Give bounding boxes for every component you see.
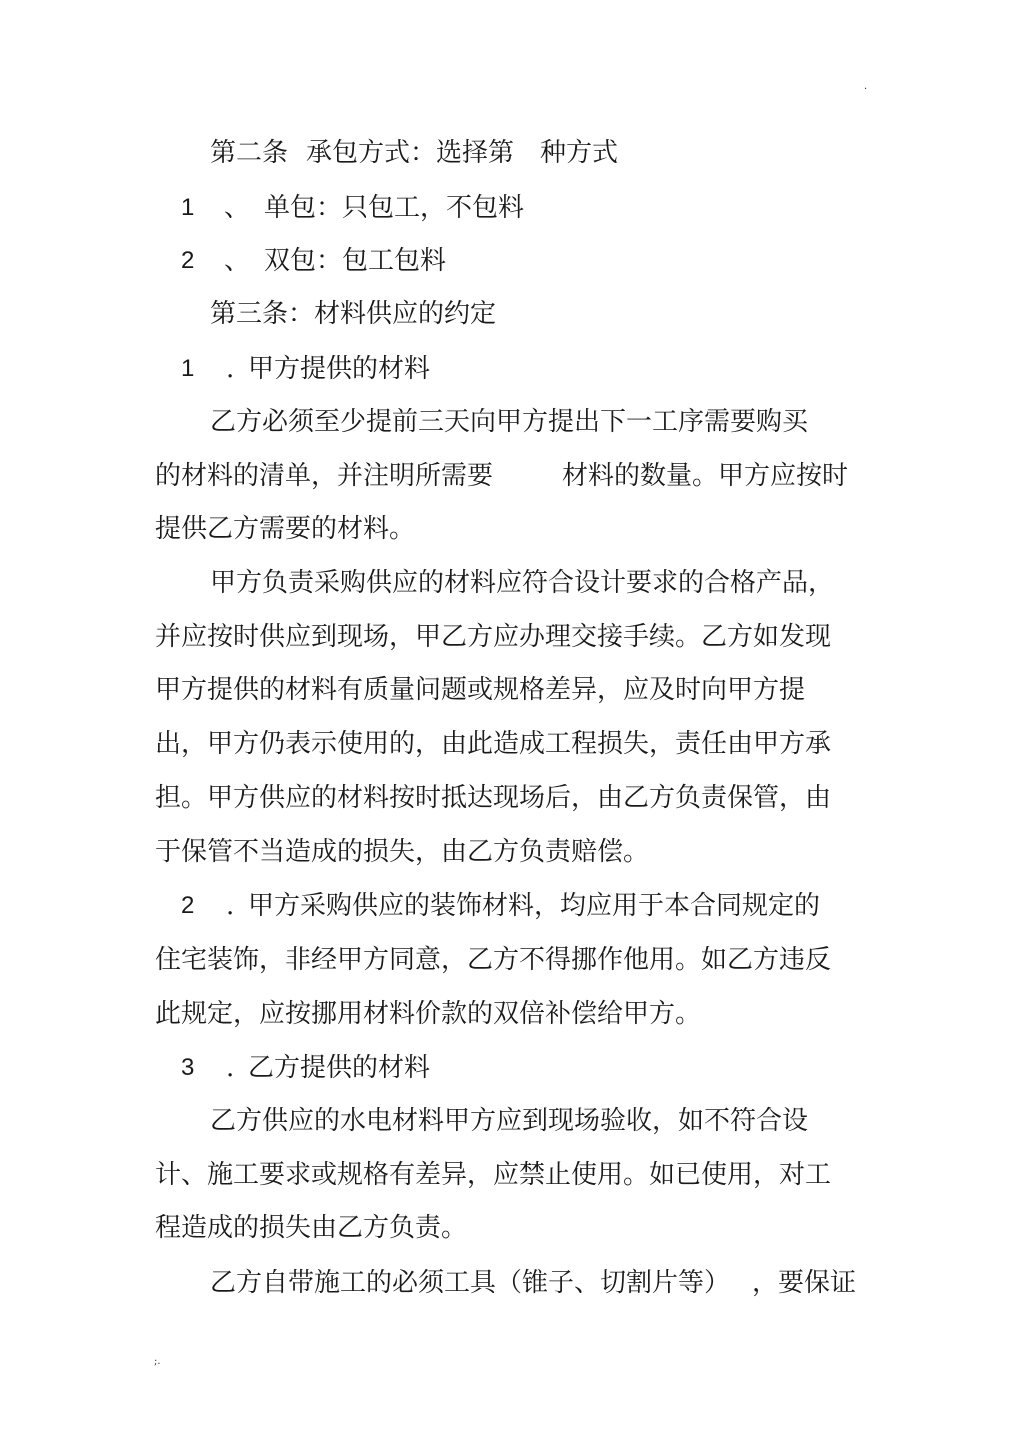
paragraph-2-line-5: 担。甲方供应的材料按时抵达现场后，由乙方负责保管，由 (155, 783, 832, 813)
paragraph-3-line-3: 程造成的损失由乙方负责。 (155, 1213, 468, 1243)
option-1-text: 单包：只包工，不包料 (264, 193, 525, 223)
article-2-suffix: 种方式 (540, 138, 619, 168)
item-1-heading: 甲方提供的材料 (248, 354, 431, 384)
paragraph-2-line-3: 甲方提供的材料有质量问题或规格差异，应及时向甲方提 (155, 675, 806, 705)
footer-mark: ;. (154, 1356, 161, 1367)
item-2-line-2: 住宅装饰，非经甲方同意，乙方不得挪作他用。如乙方违反 (155, 945, 832, 975)
paragraph-3-line-2: 计、施工要求或规格有差异，应禁止使用。如已使用，对工 (155, 1160, 832, 1190)
paragraph-4-line-1b: ，要保证 (752, 1268, 857, 1298)
paragraph-2-line-6: 于保管不当造成的损失，由乙方负责赔偿。 (155, 837, 650, 867)
item-1-separator: . (226, 354, 235, 384)
option-2-separator: 、 (224, 246, 251, 276)
option-2-text: 双包：包工包料 (264, 246, 447, 276)
paragraph-3-line-1: 乙方供应的水电材料甲方应到现场验收，如不符合设 (210, 1106, 809, 1136)
item-2-separator: . (226, 891, 235, 921)
option-2-number: 2 (181, 247, 195, 274)
item-2-line-3: 此规定，应按挪用材料价款的双倍补偿给甲方。 (155, 999, 702, 1029)
item-3-heading: 乙方提供的材料 (248, 1053, 431, 1083)
paragraph-1-line-3: 提供乙方需要的材料。 (155, 514, 416, 544)
article-2-title: 承包方式：选择第 (306, 138, 515, 168)
item-3-number: 3 (181, 1054, 195, 1081)
option-1-separator: 、 (224, 193, 251, 223)
item-2-line-1: 甲方采购供应的装饰材料，均应用于本合同规定的 (248, 891, 821, 921)
item-1-number: 1 (181, 355, 195, 382)
paragraph-2-line-1: 甲方负责采购供应的材料应符合设计要求的合格产品， (210, 568, 835, 598)
paragraph-4-line-1a: 乙方自带施工的必须工具（锥子、切割片等） (210, 1268, 731, 1298)
paragraph-1-line-1: 乙方必须至少提前三天向甲方提出下一工序需要购买 (210, 407, 809, 437)
option-1-number: 1 (181, 194, 195, 221)
article-3-title: 第三条：材料供应的约定 (210, 299, 497, 329)
paragraph-2-line-2: 并应按时供应到现场，甲乙方应办理交接手续。乙方如发现 (155, 622, 832, 652)
item-3-separator: . (226, 1053, 235, 1083)
item-2-number: 2 (181, 892, 195, 919)
article-2-prefix: 第二条 (210, 138, 289, 168)
header-mark: · (864, 84, 868, 95)
paragraph-1-line-2a: 的材料的清单，并注明所需要 (155, 461, 494, 491)
paragraph-2-line-4: 出，甲方仍表示使用的，由此造成工程损失，责任由甲方承 (155, 729, 832, 759)
paragraph-1-line-2b: 材料的数量。甲方应按时 (562, 461, 849, 491)
